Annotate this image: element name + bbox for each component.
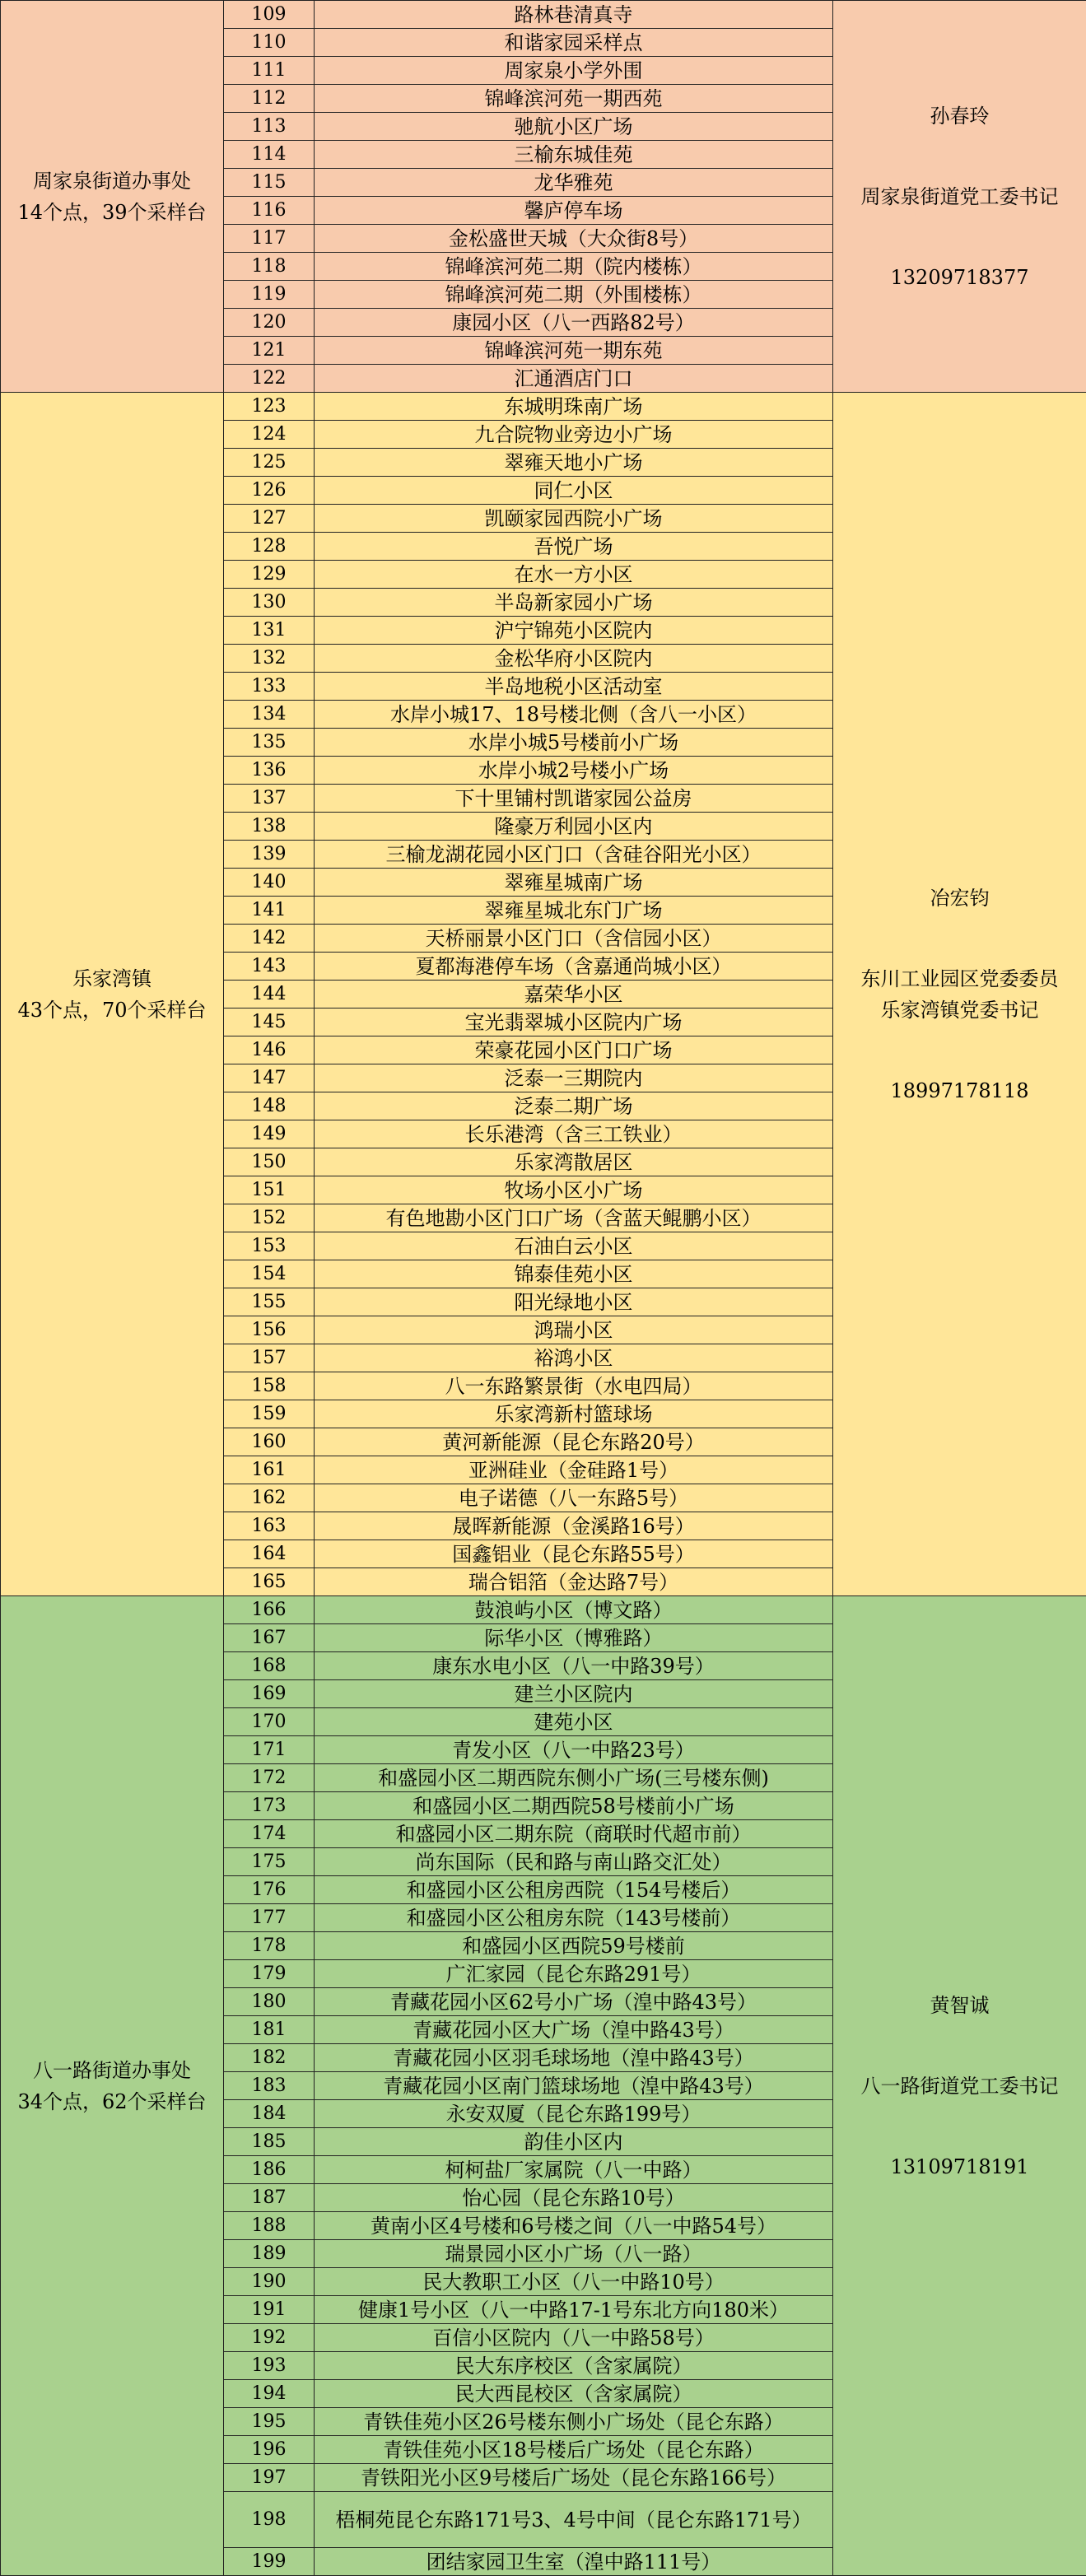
site-location: 永安双厦（昆仑东路199号）: [315, 2100, 833, 2128]
site-location: 三榆龙湖花园小区门口（含硅谷阳光小区）: [315, 841, 833, 869]
group-name: 周家泉街道办事处: [33, 169, 191, 193]
site-number: 132: [224, 645, 315, 673]
site-location: 翠雍天地小广场: [315, 449, 833, 477]
group-summary: 14个点，39个采样台: [17, 200, 207, 224]
spacer: [833, 2021, 1086, 2071]
site-number: 164: [224, 1540, 315, 1568]
site-number: 131: [224, 617, 315, 645]
site-location: 青铁佳苑小区26号楼东侧小广场处（昆仑东路）: [315, 2408, 833, 2436]
site-number: 128: [224, 533, 315, 561]
site-number: 134: [224, 701, 315, 729]
table-row: [1, 1, 1086, 29]
contact-phone: 13109718191: [890, 2154, 1029, 2178]
group-cell: [1, 1596, 224, 2576]
group-cell: [1, 393, 224, 1596]
group-name: 乐家湾镇: [72, 967, 151, 990]
site-location: 广汇家园（昆仑东路291号）: [315, 1960, 833, 1988]
site-location: 和盛园小区二期西院58号楼前小广场: [315, 1792, 833, 1820]
site-number: 199: [224, 2548, 315, 2576]
spacer: [833, 212, 1086, 262]
site-location: 建兰小区院内: [315, 1680, 833, 1708]
site-location: 和盛园小区公租房西院（154号楼后）: [315, 1876, 833, 1904]
site-location: 亚洲硅业（金硅路1号）: [315, 1456, 833, 1484]
site-location: 青藏花园小区南门篮球场地（湟中路43号）: [315, 2072, 833, 2100]
contact-phone: 18997178118: [890, 1078, 1029, 1102]
site-location: 锦峰滨河苑一期东苑: [315, 337, 833, 365]
site-location: 瑞合铝箔（金达路7号）: [315, 1568, 833, 1596]
site-number: 190: [224, 2268, 315, 2296]
site-location: 翠雍星城南广场: [315, 869, 833, 897]
site-location: 水岸小城17、18号楼北侧（含八一小区）: [315, 701, 833, 729]
site-location: 鸿瑞小区: [315, 1316, 833, 1344]
site-number: 118: [224, 253, 315, 281]
site-number: 123: [224, 393, 315, 421]
group-summary: 43个点，70个采样台: [17, 998, 207, 1022]
site-location: 在水一方小区: [315, 561, 833, 589]
site-location: 韵佳小区内: [315, 2128, 833, 2156]
site-location: 阳光绿地小区: [315, 1288, 833, 1316]
site-location: 龙华雅苑: [315, 169, 833, 197]
site-number: 189: [224, 2240, 315, 2268]
site-number: 150: [224, 1148, 315, 1176]
site-number: 176: [224, 1876, 315, 1904]
site-location: 青藏花园小区62号小广场（湟中路43号）: [315, 1988, 833, 2016]
site-location: 翠雍星城北东门广场: [315, 897, 833, 925]
site-location: 九合院物业旁边小广场: [315, 421, 833, 449]
site-number: 180: [224, 1988, 315, 2016]
site-location: 青发小区（八一中路23号）: [315, 1736, 833, 1764]
site-number: 141: [224, 897, 315, 925]
site-location: 团结家园卫生室（湟中路111号）: [315, 2548, 833, 2576]
site-number: 146: [224, 1036, 315, 1064]
site-number: 186: [224, 2156, 315, 2184]
site-location: 牧场小区小广场: [315, 1176, 833, 1204]
site-number: 169: [224, 1680, 315, 1708]
site-number: 135: [224, 729, 315, 757]
site-number: 187: [224, 2184, 315, 2212]
site-number: 151: [224, 1176, 315, 1204]
site-location: 瑞景园小区小广场（八一路）: [315, 2240, 833, 2268]
site-location: 梧桐苑昆仑东路171号3、4号中间（昆仑东路171号）: [315, 2492, 833, 2548]
site-location: 路林巷清真寺: [315, 1, 833, 29]
site-location: 周家泉小学外围: [315, 57, 833, 85]
site-number: 156: [224, 1316, 315, 1344]
site-number: 147: [224, 1064, 315, 1092]
spacer: [833, 2102, 1086, 2151]
site-location: 青铁阳光小区9号楼后广场处（昆仑东路166号）: [315, 2464, 833, 2492]
site-location: 和谐家园采样点: [315, 29, 833, 57]
site-number: 116: [224, 197, 315, 225]
contact-cell: [833, 1596, 1086, 2576]
site-number: 184: [224, 2100, 315, 2128]
site-location: 晟晖新能源（金溪路16号）: [315, 1512, 833, 1540]
site-number: 171: [224, 1736, 315, 1764]
site-location: 天桥丽景小区门口（含信园小区）: [315, 925, 833, 953]
site-location: 青藏花园小区羽毛球场地（湟中路43号）: [315, 2044, 833, 2072]
site-number: 159: [224, 1400, 315, 1428]
site-location: 凯颐家园西院小广场: [315, 505, 833, 533]
site-location: 黄河新能源（昆仑东路20号）: [315, 1428, 833, 1456]
site-number: 145: [224, 1009, 315, 1036]
site-number: 114: [224, 141, 315, 169]
site-number: 140: [224, 869, 315, 897]
site-location: 夏都海港停车场（含嘉通尚城小区）: [315, 953, 833, 981]
site-number: 138: [224, 813, 315, 841]
site-location: 锦峰滨河苑二期（院内楼栋）: [315, 253, 833, 281]
site-location: 嘉荣华小区: [315, 981, 833, 1009]
site-number: 129: [224, 561, 315, 589]
contact-title: 周家泉街道党工委书记: [860, 184, 1059, 208]
site-location: 隆豪万利园小区内: [315, 813, 833, 841]
contact-name: 黄智诚: [930, 1993, 990, 2017]
site-location: 泛泰二期广场: [315, 1092, 833, 1120]
site-number: 139: [224, 841, 315, 869]
site-location: 汇通酒店门口: [315, 365, 833, 393]
site-number: 161: [224, 1456, 315, 1484]
site-number: 192: [224, 2324, 315, 2352]
site-number: 182: [224, 2044, 315, 2072]
site-number: 165: [224, 1568, 315, 1596]
site-number: 179: [224, 1960, 315, 1988]
site-location: 和盛园小区二期东院（商联时代超市前）: [315, 1820, 833, 1848]
site-location: 百信小区院内（八一中路58号）: [315, 2324, 833, 2352]
site-location: 锦峰滨河苑一期西苑: [315, 85, 833, 113]
site-number: 158: [224, 1372, 315, 1400]
site-number: 160: [224, 1428, 315, 1456]
site-number: 195: [224, 2408, 315, 2436]
site-number: 136: [224, 757, 315, 785]
site-number: 196: [224, 2436, 315, 2464]
site-location: 半岛新家园小广场: [315, 589, 833, 617]
site-number: 174: [224, 1820, 315, 1848]
site-location: 国鑫铝业（昆仑东路55号）: [315, 1540, 833, 1568]
site-number: 177: [224, 1904, 315, 1932]
site-location: 吾悦广场: [315, 533, 833, 561]
site-number: 193: [224, 2352, 315, 2380]
contact-cell: [833, 393, 1086, 1596]
site-location: 东城明珠南广场: [315, 393, 833, 421]
site-number: 181: [224, 2016, 315, 2044]
site-location: 和盛园小区公租房东院（143号楼前）: [315, 1904, 833, 1932]
spacer: [833, 132, 1086, 181]
site-location: 建苑小区: [315, 1708, 833, 1736]
site-location: 康园小区（八一西路82号）: [315, 309, 833, 337]
site-location: 金松盛世天城（大众街8号）: [315, 225, 833, 253]
site-number: 149: [224, 1120, 315, 1148]
site-location: 半岛地税小区活动室: [315, 673, 833, 701]
contact-title: 东川工业园区党委委员乐家湾镇党委书记: [860, 967, 1059, 1022]
site-location: 三榆东城佳苑: [315, 141, 833, 169]
site-number: 142: [224, 925, 315, 953]
site-location: 柯柯盐厂家属院（八一中路）: [315, 2156, 833, 2184]
site-number: 167: [224, 1624, 315, 1652]
site-number: 144: [224, 981, 315, 1009]
site-location: 怡心园（昆仑东路10号）: [315, 2184, 833, 2212]
site-number: 126: [224, 477, 315, 505]
site-location: 锦峰滨河苑二期（外围楼栋）: [315, 281, 833, 309]
site-location: 青藏花园小区大广场（湟中路43号）: [315, 2016, 833, 2044]
site-location: 泛泰一三期院内: [315, 1064, 833, 1092]
site-location: 鼓浪屿小区（博文路）: [315, 1596, 833, 1624]
table-body: [1, 1, 1086, 2576]
contact-name: 冶宏钧: [930, 886, 990, 910]
spacer: [833, 914, 1086, 963]
site-location: 同仁小区: [315, 477, 833, 505]
site-location: 际华小区（博雅路）: [315, 1624, 833, 1652]
site-location: 民大教职工小区（八一中路10号）: [315, 2268, 833, 2296]
site-number: 133: [224, 673, 315, 701]
site-number: 122: [224, 365, 315, 393]
site-location: 宝光翡翠城小区院内广场: [315, 1009, 833, 1036]
site-number: 191: [224, 2296, 315, 2324]
site-location: 青铁佳苑小区18号楼后广场处（昆仑东路）: [315, 2436, 833, 2464]
site-location: 裕鸿小区: [315, 1344, 833, 1372]
site-location: 民大西昆校区（含家属院）: [315, 2380, 833, 2408]
group-summary: 34个点，62个采样台: [17, 2089, 207, 2113]
site-number: 163: [224, 1512, 315, 1540]
site-number: 157: [224, 1344, 315, 1372]
site-location: 健康1号小区（八一中路17-1号东北方向180米）: [315, 2296, 833, 2324]
site-number: 168: [224, 1652, 315, 1680]
site-number: 172: [224, 1764, 315, 1792]
site-number: 115: [224, 169, 315, 197]
site-number: 125: [224, 449, 315, 477]
spacer: [833, 1026, 1086, 1075]
site-number: 170: [224, 1708, 315, 1736]
site-number: 127: [224, 505, 315, 533]
site-number: 117: [224, 225, 315, 253]
site-location: 长乐港湾（含三工铁业）: [315, 1120, 833, 1148]
site-number: 119: [224, 281, 315, 309]
site-location: 锦泰佳苑小区: [315, 1260, 833, 1288]
site-number: 175: [224, 1848, 315, 1876]
contact-phone: 13209718377: [890, 265, 1029, 289]
site-location: 电子诺德（八一东路5号）: [315, 1484, 833, 1512]
site-number: 155: [224, 1288, 315, 1316]
table-row: [1, 1596, 1086, 1624]
site-number: 198: [224, 2492, 315, 2548]
site-location: 乐家湾散居区: [315, 1148, 833, 1176]
site-location: 金松华府小区院内: [315, 645, 833, 673]
site-number: 153: [224, 1232, 315, 1260]
site-number: 194: [224, 2380, 315, 2408]
site-location: 水岸小城5号楼前小广场: [315, 729, 833, 757]
site-number: 130: [224, 589, 315, 617]
site-number: 121: [224, 337, 315, 365]
site-location: 黄南小区4号楼和6号楼之间（八一中路54号）: [315, 2212, 833, 2240]
site-location: 和盛园小区西院59号楼前: [315, 1932, 833, 1960]
site-location: 有色地勘小区门口广场（含蓝天鲲鹏小区）: [315, 1204, 833, 1232]
site-number: 183: [224, 2072, 315, 2100]
site-number: 178: [224, 1932, 315, 1960]
site-number: 112: [224, 85, 315, 113]
site-number: 120: [224, 309, 315, 337]
site-location: 荣豪花园小区门口广场: [315, 1036, 833, 1064]
site-number: 143: [224, 953, 315, 981]
site-number: 111: [224, 57, 315, 85]
site-location: 沪宁锦苑小区院内: [315, 617, 833, 645]
site-number: 152: [224, 1204, 315, 1232]
site-number: 124: [224, 421, 315, 449]
site-location: 下十里铺村凯谐家园公益房: [315, 785, 833, 813]
contact-cell: [833, 1, 1086, 393]
group-name: 八一路街道办事处: [33, 2058, 191, 2082]
group-cell: [1, 1, 224, 393]
site-number: 173: [224, 1792, 315, 1820]
site-number: 148: [224, 1092, 315, 1120]
site-number: 166: [224, 1596, 315, 1624]
site-location: 水岸小城2号楼小广场: [315, 757, 833, 785]
table-row: [1, 393, 1086, 421]
site-location: 和盛园小区二期西院东侧小广场(三号楼东侧): [315, 1764, 833, 1792]
site-location: 乐家湾新村篮球场: [315, 1400, 833, 1428]
site-location: 民大东序校区（含家属院）: [315, 2352, 833, 2380]
site-number: 185: [224, 2128, 315, 2156]
site-number: 109: [224, 1, 315, 29]
site-location: 康东水电小区（八一中路39号）: [315, 1652, 833, 1680]
contact-name: 孙春玲: [930, 104, 990, 128]
site-number: 137: [224, 785, 315, 813]
site-number: 162: [224, 1484, 315, 1512]
site-location: 尚东国际（民和路与南山路交汇处）: [315, 1848, 833, 1876]
contact-title: 八一路街道党工委书记: [860, 2074, 1059, 2098]
site-location: 八一东路繁景街（水电四局）: [315, 1372, 833, 1400]
site-number: 154: [224, 1260, 315, 1288]
site-number: 110: [224, 29, 315, 57]
site-number: 113: [224, 113, 315, 141]
site-location: 馨庐停车场: [315, 197, 833, 225]
site-location: 驰航小区广场: [315, 113, 833, 141]
site-location: 石油白云小区: [315, 1232, 833, 1260]
site-number: 197: [224, 2464, 315, 2492]
site-number: 188: [224, 2212, 315, 2240]
